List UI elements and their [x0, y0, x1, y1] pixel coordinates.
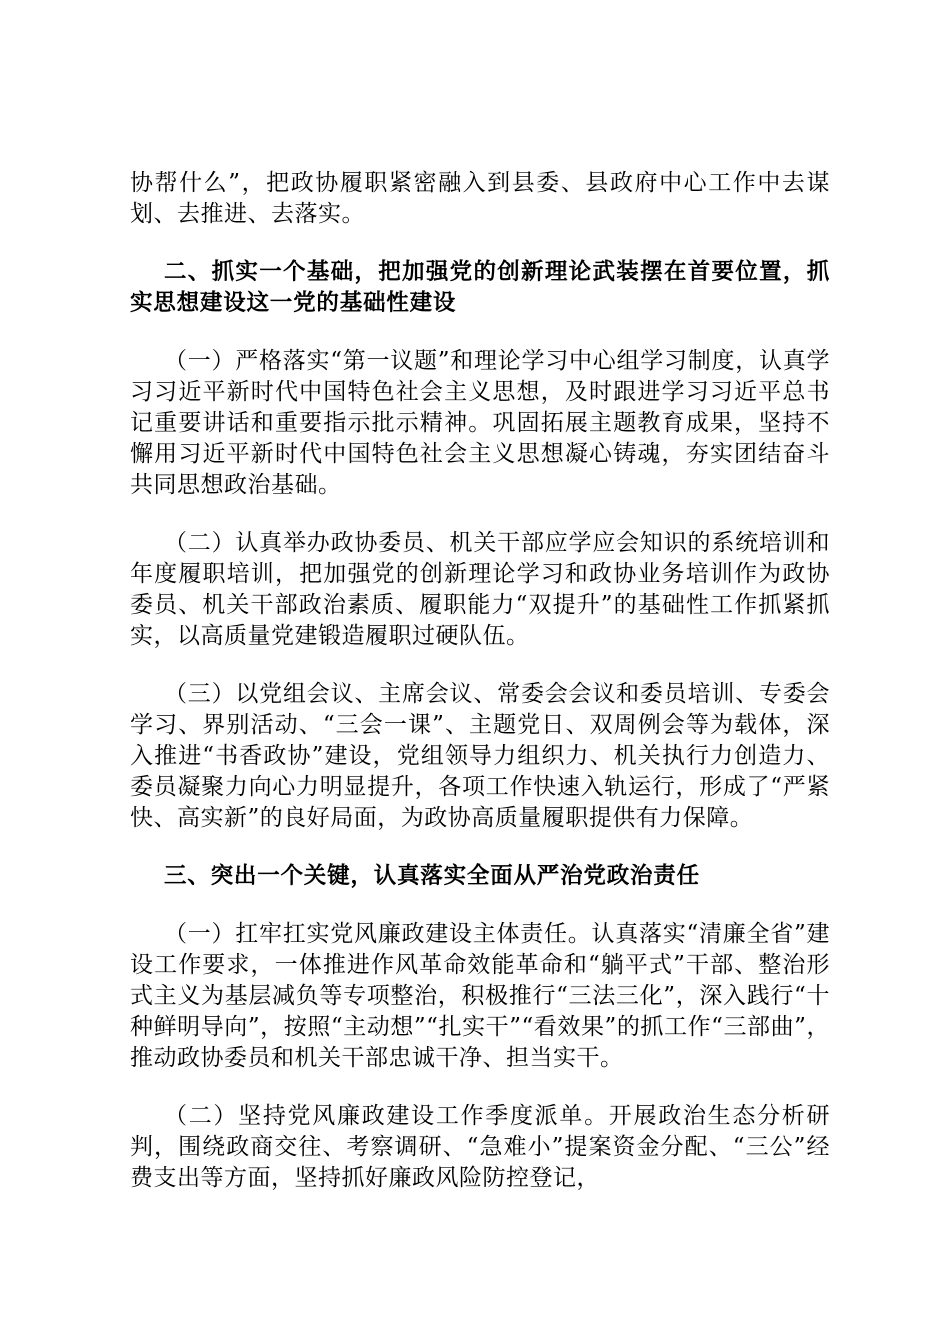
paragraph-2-1: （一）严格落实“第一议题”和理论学习中心组学习制度，认真学习习近平新时代中国特色社会主义思想，及时跟进学习习近平总书记重要讲话和重要指示批示精神。巩固拓展主题教育成果，坚持不懈用习近平新时代中国特色社会主义思想凝心铸魂，夯实团结奋斗共同思想政治基础。: [130, 348, 830, 498]
paragraph-3-1: （一）扛牢扛实党风廉政建设主体责任。认真落实“清廉全省”建设工作要求，一体推进作风革命效能革命和“躺平式”干部、整治形式主义为基层减负等专项整治，积极推行“三法三化”，深入践行“十种鲜明导向”，按照“主动想”“扎实干”“看效果”的抓工作“三部曲”，推动政协委员和机关干部忠诚干净、担当实干。: [130, 921, 830, 1071]
section-heading-3: 三、突出一个关键，认真落实全面从严治党政治责任: [164, 863, 700, 889]
paragraph-2-3: （三）以党组会议、主席会议、常委会会议和委员培训、专委会学习、界别活动、“三会一课”、主题党日、双周例会等为载体，深入推进“书香政协”建设，党组领导力组织力、机关执行力创造力、委员凝聚力向心力明显提升，各项工作快速入轨运行，形成了“严紧快、高实新”的良好局面，为政协高质量履职提供有力保障。: [130, 681, 830, 831]
document-body: [130, 168, 830, 1194]
section-heading-2: 二、抓实一个基础，把加强党的创新理论武装摆在首要位置，抓实思想建设这一党的基础性建设: [130, 259, 830, 316]
paragraph-continuation: 协帮什么”，把政协履职紧密融入到县委、县政府中心工作中去谋划、去推进、去落实。: [130, 170, 830, 227]
paragraph-3-2: （二）坚持党风廉政建设工作季度派单。开展政治生态分析研判，围绕政商交往、考察调研、“急难小”提案资金分配、“三公”经费支出等方面，坚持抓好廉政风险防控登记，: [130, 1103, 830, 1191]
paragraph-2-2: （二）认真举办政协委员、机关干部应学应会知识的系统培训和年度履职培训，把加强党的创新理论学习和政协业务培训作为政协委员、机关干部政治素质、履职能力“双提升”的基础性工作抓紧抓实，以高质量党建锻造履职过硬队伍。: [130, 530, 830, 649]
